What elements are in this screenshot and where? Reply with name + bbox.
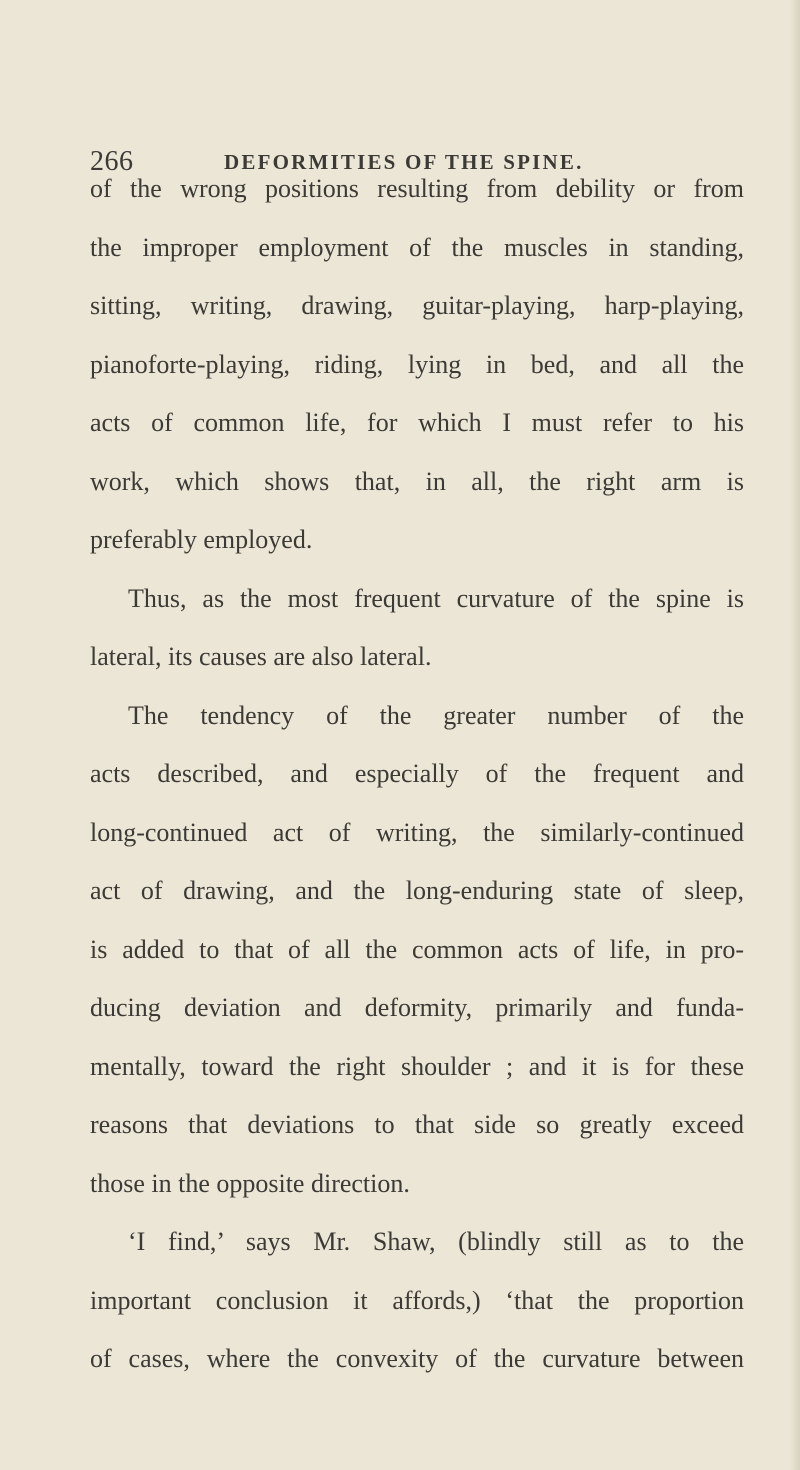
- paragraph-start-line: Thus, as the most frequent curvature of the spine is: [128, 583, 744, 613]
- running-title: DEFORMITIES OF THE SPINE.: [224, 150, 584, 174]
- text-line: is added to that of all the common acts of life, in pro-: [90, 934, 744, 964]
- text-line: work, which shows that, in all, the right arm is: [90, 466, 744, 496]
- text-line: important conclusion it affords,) ‘that the proportion: [90, 1285, 744, 1315]
- paragraph-start-line: The tendency of the greater number of the: [128, 700, 744, 730]
- paragraph-start-line: ‘I find,’ says Mr. Shaw, (blindly still as to the: [128, 1227, 744, 1256]
- text-line: pianoforte-playing, riding, lying in bed, and all the: [90, 349, 744, 379]
- page-number: 266: [90, 146, 134, 177]
- text-line: long-continued act of writing, the similarly-continued: [90, 817, 744, 847]
- text-line: sitting, writing, drawing, guitar-playing, harp-playing,: [90, 291, 744, 320]
- text-line: acts described, and especially of the frequent and: [90, 759, 744, 788]
- text-line: of the wrong positions resulting from debility or from: [90, 174, 744, 203]
- text-line: those in the opposite direction.: [90, 1168, 410, 1198]
- text-line: acts of common life, for which I must refer to his: [90, 408, 744, 437]
- body-text: [90, 160, 744, 1389]
- text-line: of cases, where the convexity of the curvature between: [90, 1344, 744, 1373]
- text-line: preferably employed.: [90, 525, 313, 554]
- text-line: act of drawing, and the long-enduring state of sleep,: [90, 876, 744, 905]
- text-line: lateral, its causes are also lateral.: [90, 642, 432, 671]
- text-line: mentally, toward the right shoulder ; and it is for these: [90, 1051, 744, 1081]
- text-line: the improper employment of the muscles in standing,: [90, 232, 744, 262]
- text-line: reasons that deviations to that side so greatly exceed: [90, 1110, 744, 1139]
- text-line: ducing deviation and deformity, primarily and funda-: [90, 993, 744, 1022]
- page-edge-shadow: [790, 0, 800, 1470]
